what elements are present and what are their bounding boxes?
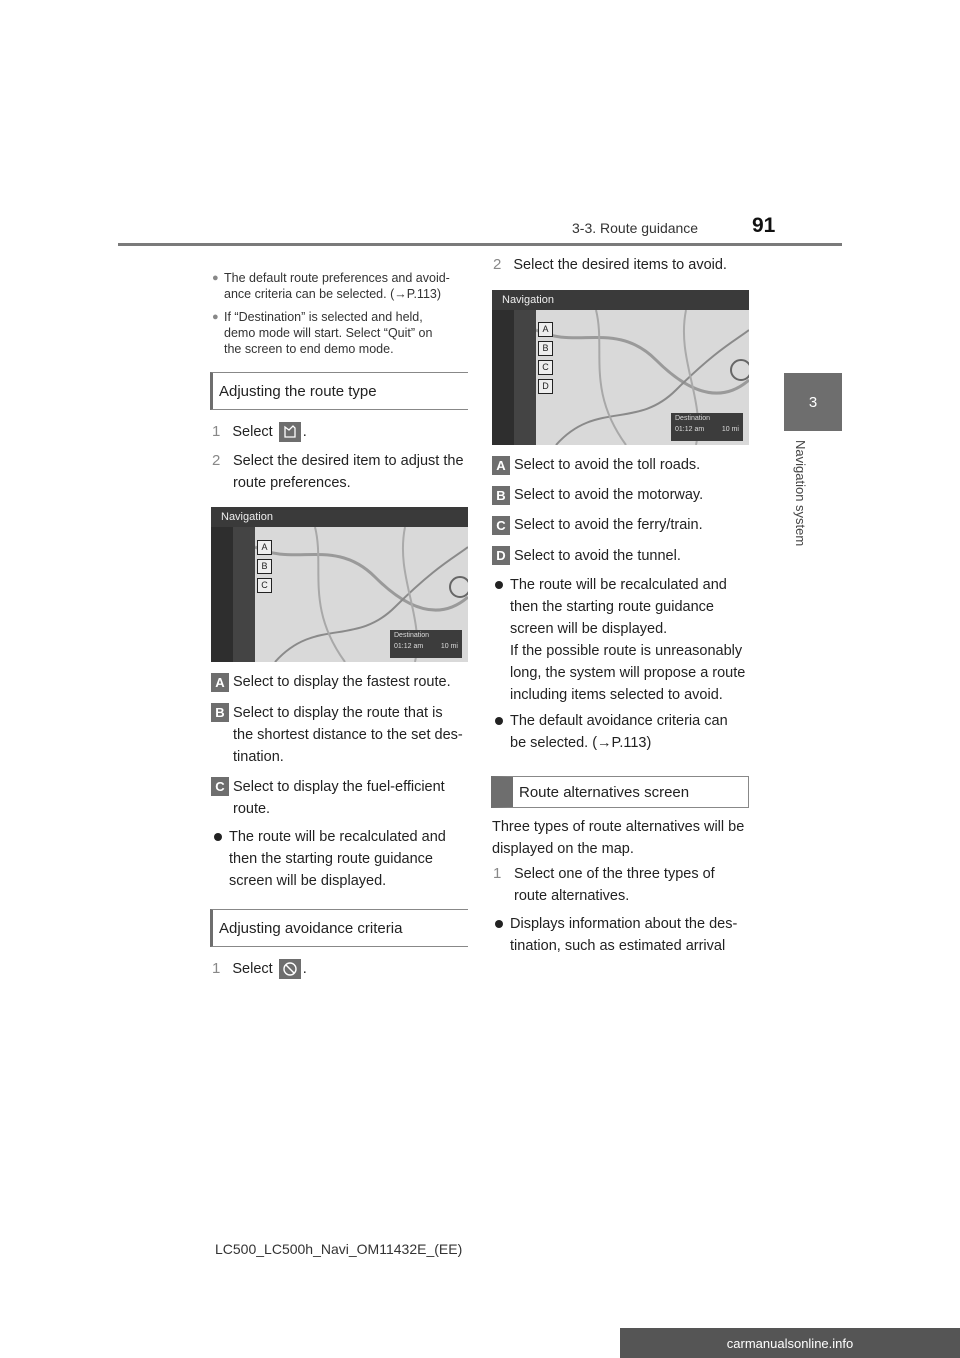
note-bullet-icon: ●: [212, 272, 219, 284]
chapter-tab: 3: [784, 373, 842, 431]
screen-side-menu: [492, 310, 514, 445]
page-number: 91: [752, 214, 776, 237]
heading-avoidance: Adjusting avoidance criteria: [210, 909, 468, 947]
route-type-step-1: 1 Select .: [212, 421, 307, 443]
avoidance-bullet-1: The route will be recalculated and then the starting route guidance screen will be displayed. If the possible route is unreasonably long, the system will propose a route including items selected to avoid.: [510, 577, 746, 703]
avoid-item-c: Select to avoid the ferry/train.: [514, 517, 703, 533]
item-label-c: C: [492, 516, 510, 535]
avoidance-step-2: 2 Select the desired items to avoid.: [493, 256, 727, 273]
item-label-a: A: [211, 673, 229, 692]
heading-route-alternatives: Route alternatives screen: [491, 776, 749, 808]
avoidance-bullet-2: The default avoidance criteria can be selected. (→P.113): [510, 713, 728, 751]
screen-title-bar: Navigation: [211, 507, 468, 527]
screen-label-a: A: [257, 540, 272, 555]
screen-label-c: C: [257, 578, 272, 593]
alternatives-step-1: 1 Select one of the three types of route alternatives.: [493, 865, 715, 904]
header-section-title: 3-3. Route guidance: [572, 220, 699, 236]
screen-side-menu: [211, 527, 233, 662]
route-type-item-b: Select to display the route that is the shortest distance to the set des- tination.: [233, 705, 463, 765]
bullet-dot: [495, 920, 503, 928]
route-type-step-2: 2 Select the desired item to adjust the route preferences.: [212, 452, 464, 491]
watermark: carmanualsonline.info: [620, 1328, 960, 1358]
avoid-item-d: Select to avoid the tunnel.: [514, 548, 681, 564]
footer-document-code: LC500_LC500h_Navi_OM11432E_(EE): [215, 1241, 463, 1257]
route-preferences-icon: [279, 422, 301, 442]
route-type-item-c: Select to display the fuel-efficient route.: [233, 779, 445, 817]
route-type-item-a: Select to display the fastest route.: [233, 674, 451, 690]
bullet-dot: [495, 581, 503, 589]
avoid-icon: [279, 959, 301, 979]
item-label-a: A: [492, 456, 510, 475]
note-default-preferences: ● The default route preferences and avoid- ance criteria can be selected. (→P.113): [212, 271, 450, 301]
screen-label-c: C: [538, 360, 553, 375]
screen-label-d: D: [538, 379, 553, 394]
screen-label-a: A: [538, 322, 553, 337]
item-label-b: B: [492, 486, 510, 505]
item-label-c: C: [211, 777, 229, 796]
avoid-item-b: Select to avoid the motorway.: [514, 487, 704, 503]
heading-route-type: Adjusting the route type: [210, 372, 468, 410]
alternatives-intro: Three types of route alternatives will be displayed on the map.: [492, 819, 745, 857]
screen-label-b: B: [538, 341, 553, 356]
route-type-bullet: The route will be recalculated and then the starting route guidance screen will be displayed.: [229, 829, 446, 889]
avoid-item-a: Select to avoid the toll roads.: [514, 457, 701, 473]
screen-title-bar: Navigation: [492, 290, 749, 310]
destination-card: Destination 01:12 am 10 mi: [390, 630, 462, 658]
screen-sub-menu: [514, 310, 536, 445]
avoidance-screenshot: [492, 290, 749, 445]
item-label-b: B: [211, 703, 229, 722]
bullet-dot: [214, 833, 222, 841]
item-label-d: D: [492, 546, 510, 565]
avoidance-step-1: 1 Select .: [212, 958, 307, 980]
bullet-dot: [495, 717, 503, 725]
screen-sub-menu: [233, 527, 255, 662]
alternatives-bullet: Displays information about the des- tination, such as estimated arrival: [510, 916, 738, 954]
destination-card: Destination 01:12 am 10 mi: [671, 413, 743, 441]
note-demo-mode: ● If “Destination” is selected and held, demo mode will start. Select “Quit” on the screen to end demo mode.: [212, 310, 433, 356]
screen-label-b: B: [257, 559, 272, 574]
header-rule: [118, 243, 842, 246]
note-bullet-icon: ●: [212, 311, 219, 323]
chapter-side-title: Navigation system: [793, 440, 808, 547]
route-type-screenshot: [211, 507, 468, 662]
